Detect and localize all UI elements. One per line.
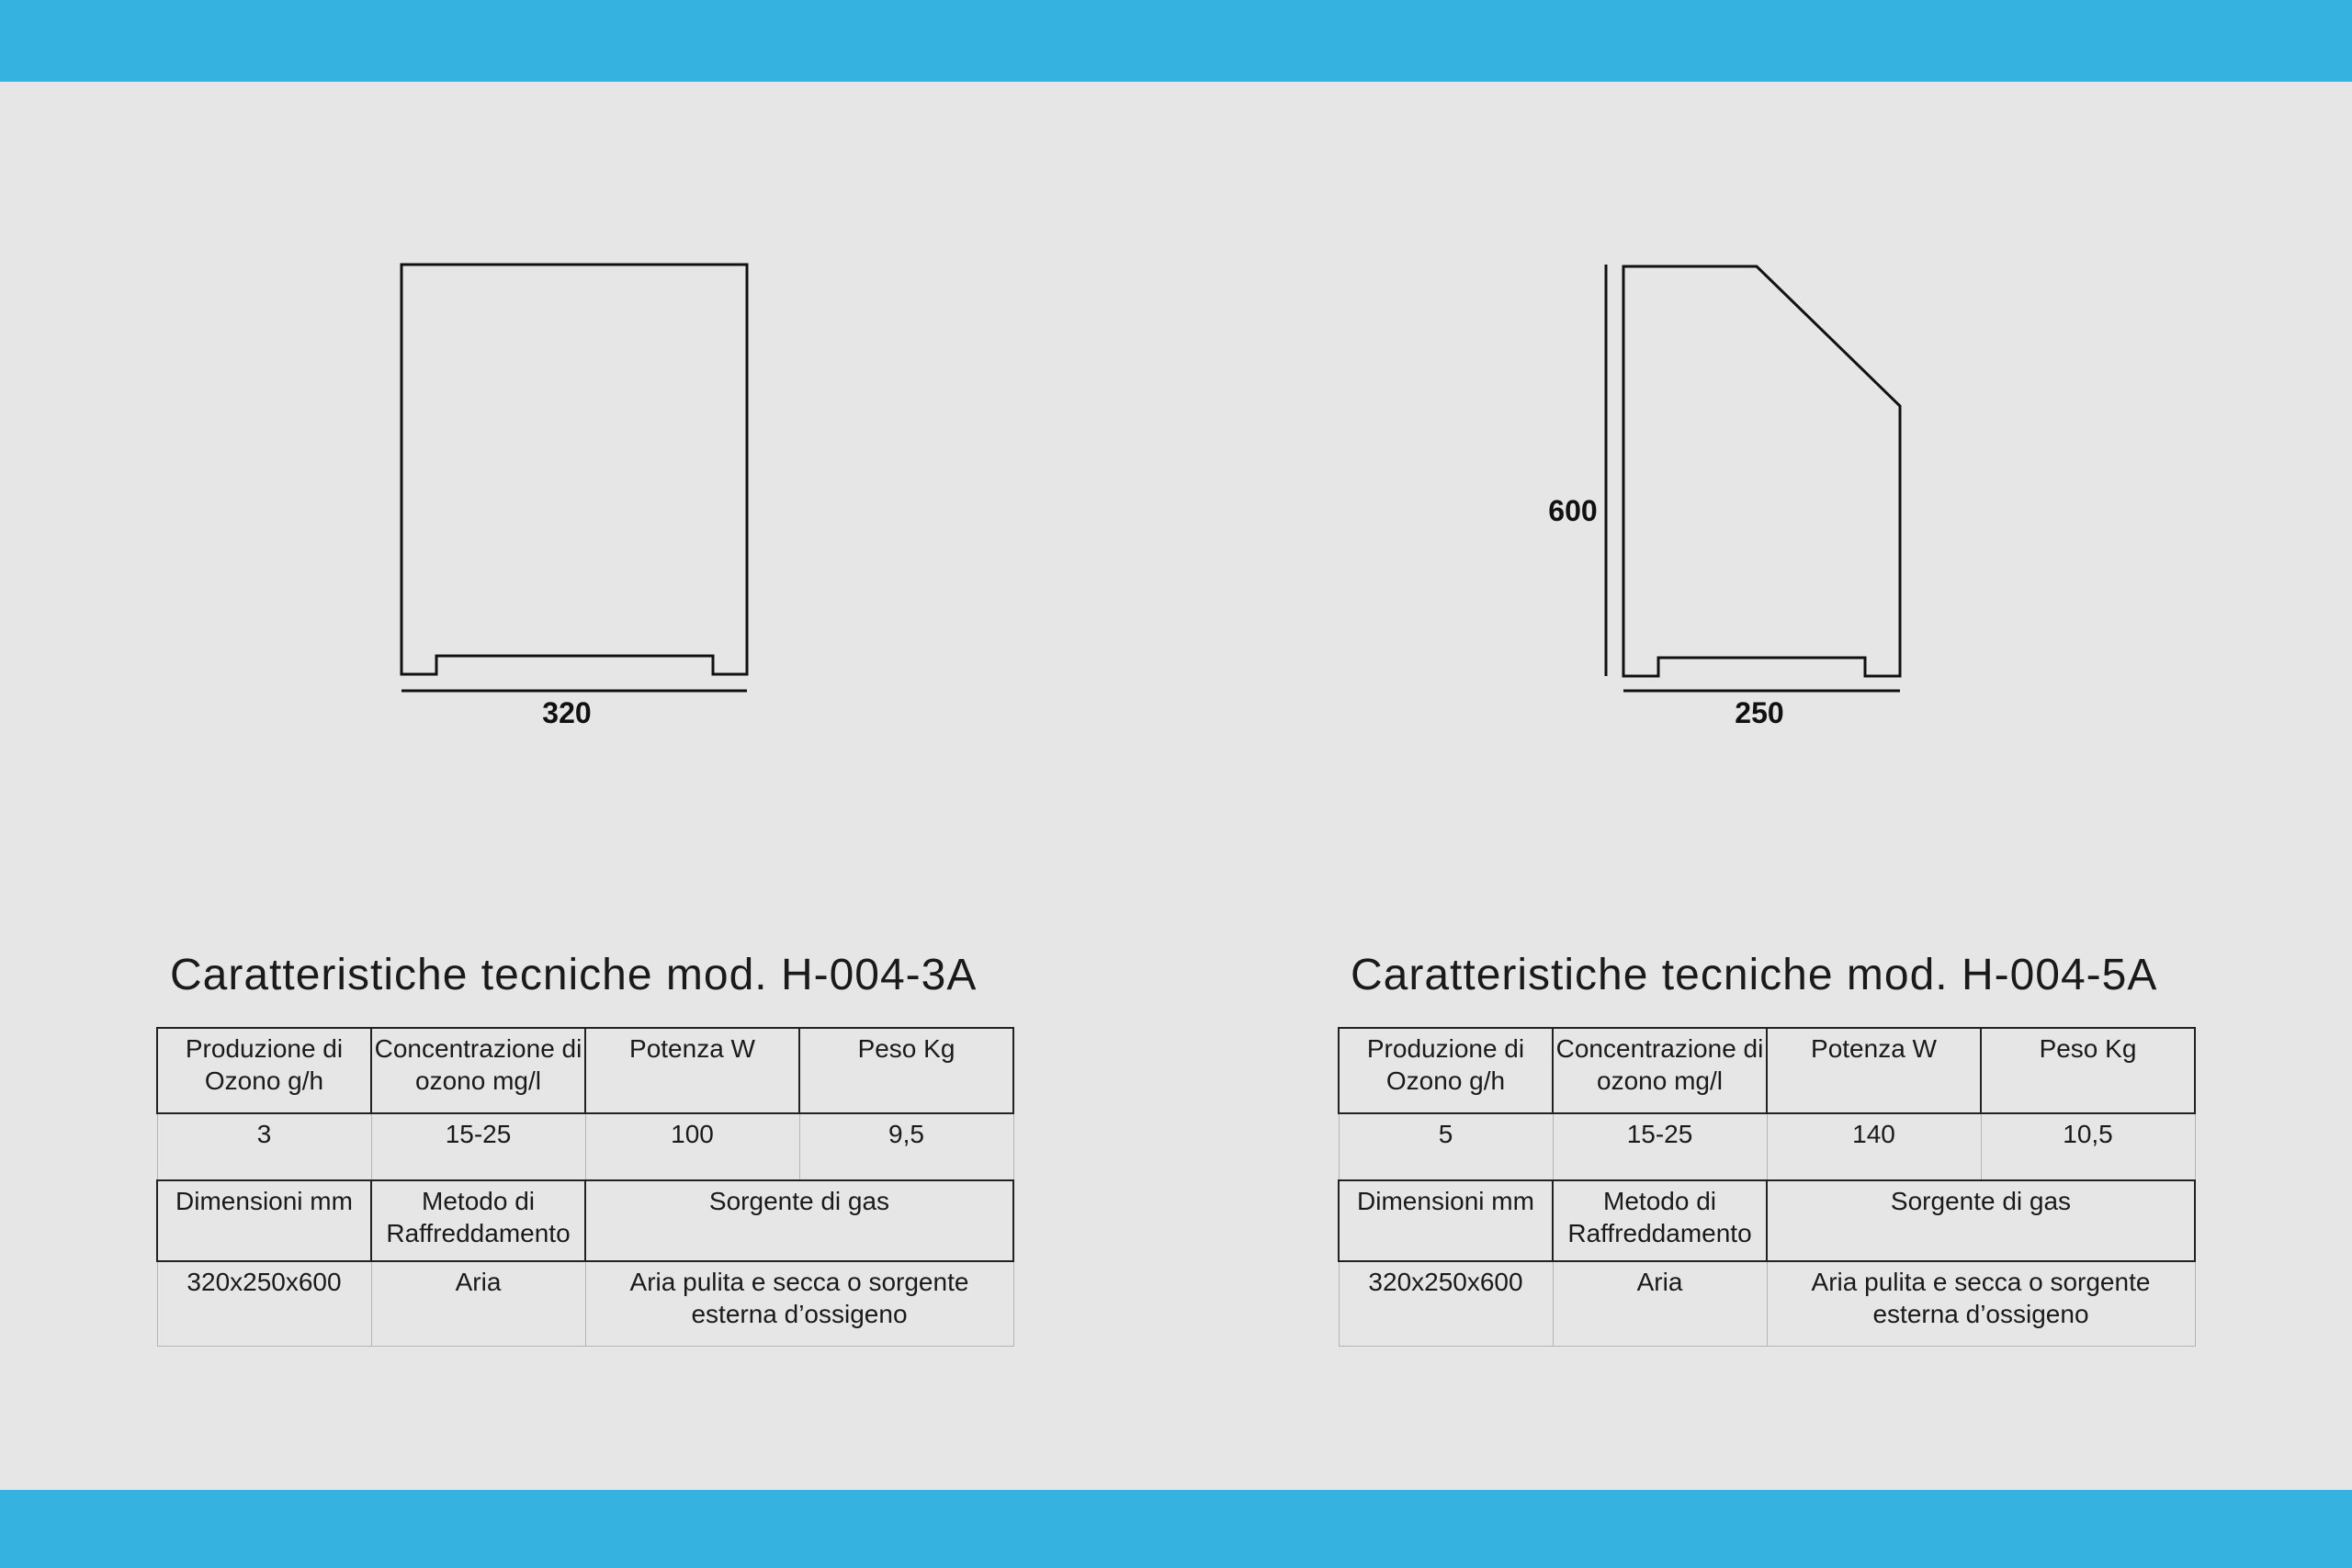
header-cell: Concentrazione di ozono mg/l — [371, 1028, 585, 1113]
spec-title-h004-3a: Caratteristiche tecniche mod. H-004-3A — [170, 951, 978, 999]
value-cell: Aria pulita e secca o sorgente esterna d’ossigeno — [585, 1261, 1013, 1346]
value-cell: Aria — [1553, 1261, 1767, 1346]
top-band — [0, 0, 2352, 82]
value-cell: 15-25 — [371, 1113, 585, 1180]
header-cell: Metodo di Raffreddamento — [371, 1180, 585, 1261]
value-cell: 320x250x600 — [157, 1261, 371, 1346]
front-view-drawing — [395, 257, 753, 698]
header-cell: Sorgente di gas — [1767, 1180, 2195, 1261]
value-cell: 320x250x600 — [1339, 1261, 1553, 1346]
header-cell: Dimensioni mm — [1339, 1180, 1553, 1261]
value-cell: 140 — [1767, 1113, 1981, 1180]
value-cell: Aria pulita e secca o sorgente esterna d’ossigeno — [1767, 1261, 2195, 1346]
spec-header-row — [157, 1028, 1013, 1113]
value-cell: 5 — [1339, 1113, 1553, 1180]
spec-value-row — [157, 1113, 1013, 1180]
header-cell: Sorgente di gas — [585, 1180, 1013, 1261]
header-cell: Concentrazione di ozono mg/l — [1553, 1028, 1767, 1113]
value-cell: 100 — [585, 1113, 799, 1180]
header-cell: Potenza W — [1767, 1028, 1981, 1113]
front-width-label: 320 — [542, 696, 592, 729]
header-cell: Peso Kg — [799, 1028, 1013, 1113]
spec-table-h004-5a — [1338, 1027, 2196, 1347]
side-width-label: 250 — [1735, 696, 1784, 729]
value-cell: 9,5 — [799, 1113, 1013, 1180]
value-cell: 10,5 — [1981, 1113, 2195, 1180]
header-cell: Metodo di Raffreddamento — [1553, 1180, 1767, 1261]
value-cell: 3 — [157, 1113, 371, 1180]
bottom-band — [0, 1490, 2352, 1568]
side-view-outline — [1623, 266, 1900, 676]
header-cell: Produzione di Ozono g/h — [157, 1028, 371, 1113]
header-cell: Potenza W — [585, 1028, 799, 1113]
spec-table-h004-3a — [156, 1027, 1014, 1347]
spec-header-row — [1339, 1180, 2195, 1261]
side-view-drawing — [1599, 257, 1911, 698]
spec-value-row — [1339, 1261, 2195, 1346]
value-cell: Aria — [371, 1261, 585, 1346]
header-cell: Peso Kg — [1981, 1028, 2195, 1113]
spec-value-row — [1339, 1113, 2195, 1180]
front-view-outline — [401, 265, 747, 674]
spec-value-row — [157, 1261, 1013, 1346]
value-cell: 15-25 — [1553, 1113, 1767, 1180]
spec-header-row — [157, 1180, 1013, 1261]
header-cell: Dimensioni mm — [157, 1180, 371, 1261]
side-height-label: 600 — [1548, 494, 1598, 527]
header-cell: Produzione di Ozono g/h — [1339, 1028, 1553, 1113]
spec-header-row — [1339, 1028, 2195, 1113]
spec-title-h004-5a: Caratteristiche tecniche mod. H-004-5A — [1351, 951, 2158, 999]
